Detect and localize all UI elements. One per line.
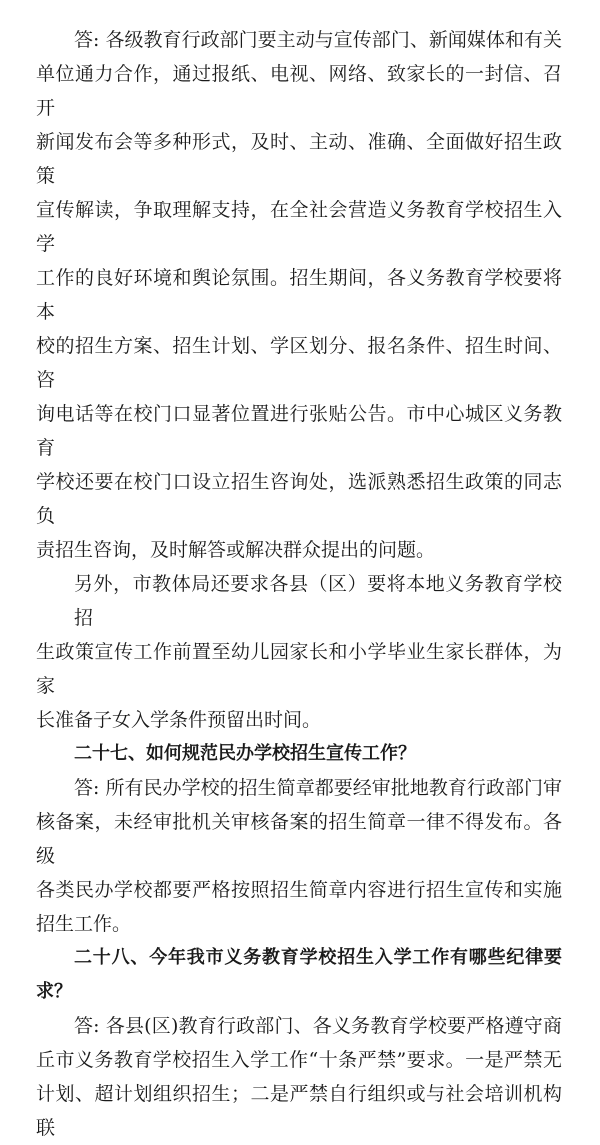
text-line: 长准备子女入学条件预留出时间。	[36, 709, 322, 731]
paragraph	[36, 1009, 562, 1145]
paragraph	[36, 567, 562, 737]
text-line: 校的招生方案、招生计划、学区划分、报名条件、招生时间、咨	[36, 335, 562, 391]
text-line: 招生工作。	[36, 913, 132, 935]
text-line: 二十七、如何规范民办学校招生宣传工作？	[74, 743, 416, 764]
document-page	[36, 23, 562, 1145]
section-heading	[36, 737, 562, 771]
text-line: 学校还要在校门口设立招生咨询处，选派熟悉招生政策的同志负	[36, 471, 562, 527]
text-line: 责招生咨询，及时解答或解决群众提出的问题。	[36, 539, 436, 561]
text-line: 核备案，未经审批机关审核备案的招生简章一律不得发布。各级	[36, 811, 562, 867]
text-line: 工作的良好环境和舆论氛围。招生期间，各义务教育学校要将本	[36, 267, 562, 323]
paragraph	[36, 23, 562, 567]
text-line: 生政策宣传工作前置至幼儿园家长和小学毕业生家长群体，为家	[36, 641, 562, 697]
text-line: 答: 各县(区)教育行政部门、各义务教育学校要严格遵守商	[74, 1015, 562, 1037]
text-line: 答: 所有民办学校的招生简章都要经审批地教育行政部门审	[74, 777, 562, 799]
text-line: 询电话等在校门口显著位置进行张贴公告。市中心城区义务教育	[36, 403, 562, 459]
text-line: 另外，市教体局还要求各县（区）要将本地义务教育学校招	[74, 573, 562, 629]
text-line: 答: 各级教育行政部门要主动与宣传部门、新闻媒体和有关	[74, 29, 562, 51]
text-line: 宣传解读，争取理解支持，在全社会营造义务教育学校招生入学	[36, 199, 562, 255]
text-line: 各类民办学校都要严格按照招生简章内容进行招生宣传和实施	[36, 879, 562, 901]
text-line: 新闻发布会等多种形式，及时、主动、准确、全面做好招生政策	[36, 131, 562, 187]
text-line: 计划、超计划组织招生；二是严禁自行组织或与社会培训机构联	[36, 1083, 562, 1139]
section-heading	[36, 941, 562, 1009]
text-line: 单位通力合作，通过报纸、电视、网络、致家长的一封信、召开	[36, 63, 562, 119]
text-line: 二十八、今年我市义务教育学校招生入学工作有哪些纪律要	[74, 947, 562, 968]
paragraph	[36, 771, 562, 941]
text-line: 丘市义务教育学校招生入学工作“十条严禁”要求。一是严禁无	[36, 1049, 562, 1071]
text-line: 求？	[36, 981, 72, 1002]
